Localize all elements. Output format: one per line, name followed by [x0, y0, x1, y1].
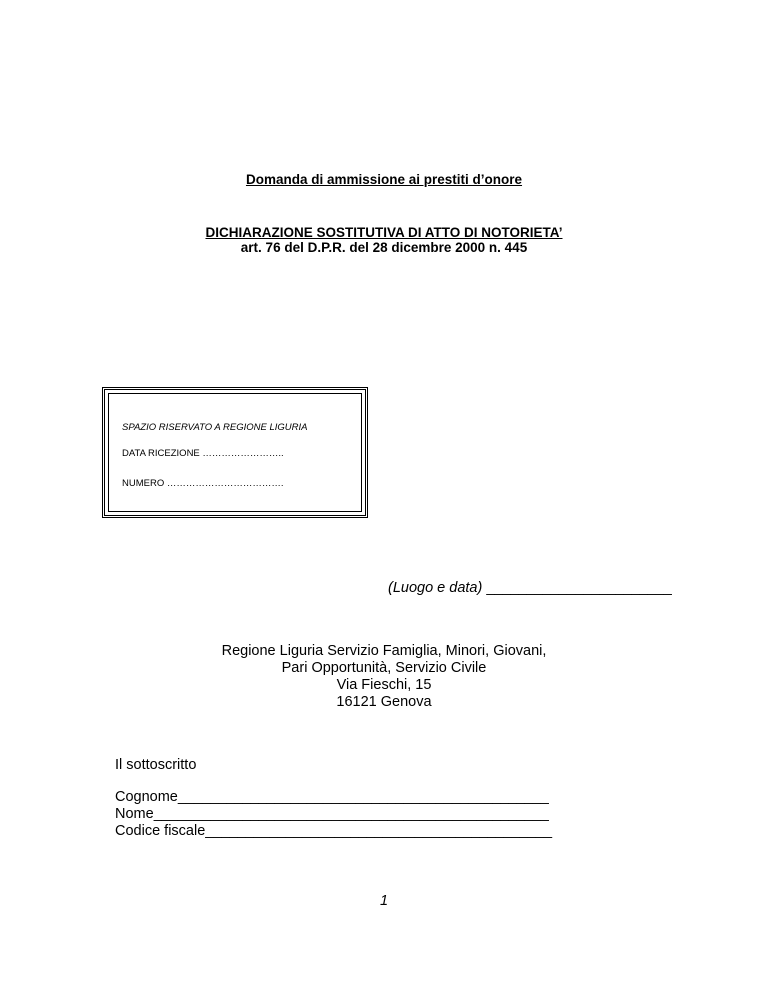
recipient-line-2: Pari Opportunità, Servizio Civile [281, 660, 487, 676]
name-label: Nome [115, 806, 154, 822]
declaration-heading: DICHIARAZIONE SOSTITUTIVA DI ATTO DI NOTORIETA’ [205, 225, 563, 240]
recipient-line-1: Regione Liguria Servizio Famiglia, Minori, Giovani, [221, 643, 547, 659]
place-date-line [388, 580, 672, 596]
protocol-number-dots: ………………………………. [166, 478, 284, 489]
personal-data-fields [115, 789, 552, 840]
tax-code-label: Codice fiscale [115, 823, 206, 839]
recipient-line-3: Via Fieschi, 15 [336, 677, 432, 693]
name-field [115, 806, 552, 823]
protocol-number-line [122, 478, 284, 489]
reserved-space-inner-border [108, 393, 362, 512]
document-title: Domanda di ammissione ai prestiti d’onore [245, 172, 523, 187]
legal-reference: art. 76 del D.P.R. del 28 dicembre 2000 n. 445 [240, 240, 528, 255]
surname-label: Cognome [115, 789, 178, 805]
reserved-space-box [102, 387, 368, 518]
place-date-label: (Luogo e data) [388, 580, 483, 596]
tax-code-field [115, 823, 552, 840]
page-number: 1 [379, 893, 389, 909]
protocol-number-label: NUMERO [122, 478, 165, 489]
recipient-line-4: 16121 Genova [336, 694, 432, 710]
reception-date-line [122, 448, 284, 459]
surname-blank: ______________________________________________ [177, 789, 549, 805]
place-date-blank: _______________________ [486, 580, 672, 596]
name-blank: _________________________________________________ [153, 806, 549, 822]
reserved-space-heading: SPAZIO RISERVATO A REGIONE LIGURIA [122, 422, 308, 433]
undersigned-label: Il sottoscritto [115, 757, 197, 773]
surname-field [115, 789, 552, 806]
reception-date-label: DATA RICEZIONE [122, 448, 200, 459]
tax-code-blank: ___________________________________________ [205, 823, 553, 839]
reception-date-dots: …………………….. [202, 448, 284, 459]
recipient-address [0, 643, 768, 711]
